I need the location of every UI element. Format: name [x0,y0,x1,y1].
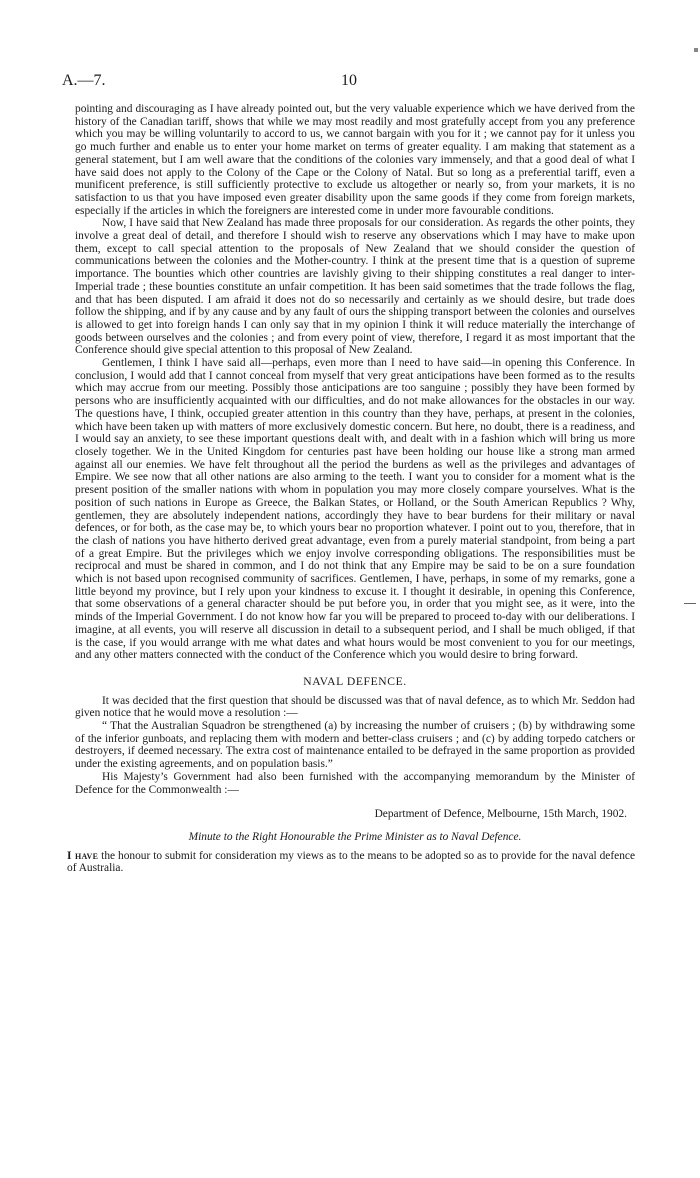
naval-intro: It was decided that the first question that should be discussed was that of naval defence, as to which Mr. Seddon had given notice that he would move a resolution :— [75,694,635,720]
scan-mark [694,48,698,52]
memorandum-intro: His Majesty’s Government had also been furnished with the accompanying memorandum by the Minister of Defence for the Commonwealth :— [75,770,635,796]
document-reference: A.—7. [62,72,106,89]
page-number: 10 [341,72,357,89]
paragraph-new-zealand: Now, I have said that New Zealand has made three proposals for our consideration. As regards the other points, they involve a great deal of detail, and therefore I should wish to reserve any observations which I may have to make upon them, except to call special attention to the proposals of New Zealand that we should consider the question of communications between the colonies and the Mother-country. I think at the present time that is a question of supreme importance. The bounties which other countries are lavishly giving to their shipping constitutes a real danger to inter-Imperial trade ; these bounties constitute an unfair competition. It has been said sometimes that the trade follows the flag, and that has been disputed. I am afraid it does not do so necessarily and certainly as we should desire, but trade does follow the shipping, and if by any cause and by any fault of ours the shipping transport between the colonies and ourselves is allowed to get into foreign hands I can only say that in my opinion I think it will reduce materially the interchange of goods between ourselves and the colonies ; and from every point of view, therefore, I regard it as most important that the Conference should give special attention to this proposal of New Zealand. [75,217,635,357]
closing-lead: I have [67,849,99,862]
minute-title: Minute to the Right Honourable the Prime Minister as to Naval Defence. [188,830,522,843]
page-header [62,72,638,94]
margin-mark [684,603,696,604]
naval-resolution: “ That the Australian Squadron be strengthened (a) by increasing the number of cruisers ; (b) by withdrawing some of the inferior gunboats, and replacing them with modern and better-class cruisers ; and (c) by adding torpedo catchers or destroyers, if deemed necessary. The extra cost of maintenance entailed to be defrayed in the same proportion as provided under the existing agreements, and on population basis.” [75,720,635,771]
paragraph-conclusion: Gentlemen, I think I have said all—perhaps, even more than I need to have said—in opening this Conference. In conclusion, I would add that I cannot conceal from myself that very great anticipations have been formed as to the results which may accrue from our meeting. Possibly those anticipations are too sanguine ; possibly they have been formed by persons who are insufficiently acquainted with our difficulties, and do not make allowances for the obstacles in our way. The questions have, I think, occupied greater attention in this country than they have, perhaps, at present in the colonies, which have been taken up with matters of more exclusively domestic concern. But here, no doubt, there is a readiness, and I would say an anxiety, to see these important questions dealt with, and dealt with in a fashion which will bring us more closely together. We in the United Kingdom for centuries past have been holding our house like a strong man armed against all our enemies. We have felt throughout all the period the burdens as well as the privileges and advantages of Empire. We see now that all other nations are also arming to the teeth. I want you to consider for a moment what is the present position of the smaller nations with whom in population you may more closely compare yourselves. What is the position of such nations in Europe as Greece, the Balkan States, or Holland, or the South American Republics ? Why, gentlemen, they are absolutely independent nations, accordingly they have to bear burdens for their military or naval defences, or for both, as the case may be, to which yours bear no proportion whatever. I point out to you, therefore, that in the clash of nations you have hitherto derived great advantage, even from a purely material standpoint, from being a part of a great Empire. But the privileges which we enjoy involve corresponding obligations. The responsibilities must be reciprocal and must be shared in common, and I do not think that any Empire may be said to be on a sure foundation which is not based upon recognised community of sacrifices. Gentlemen, I have, perhaps, in some of my remarks, gone a little beyond my province, but I rely upon your kindness to excuse it. I thought it desirable, in opening this Conference, that some observations of a general character should be put before you, in order that you might see, as it were, into the minds of the Imperial Government. I do not know how far you will be prepared to proceed to-day with our deliberations. I imagine, at all events, you will reserve all discussion in detail to a subsequent period, and I shall be much obliged, if that is the case, if you would arrange with me what dates and what hours would be most convenient to you for our meetings, and any other matters connected with the conduct of the Conference which you would desire to bring forward. [75,357,635,662]
closing-text: the honour to submit for consideration my views as to the means to be adopted so as to provide for the naval defence of Australia. [67,849,635,875]
paragraph-tariff: pointing and discouraging as I have already pointed out, but the very valuable experience which we have derived from the history of the Canadian tariff, shows that while we may most readily and most gratefully accept from you any preference which you may be willing voluntarily to accord to us, we cannot bargain with you for it ; we cannot pay for it unless you go much further and enable us to enter your home market on terms of greater equality. I am making that statement as a general statement, but I am well aware that the conditions of the colonies vary immensely, and that a good deal of what I have said does not apply to the Colony of the Cape or the Colony of Natal. But so long as a preferential tariff, even a munificent preference, is still sufficiently protective to exclude us altogether or nearly so, from your markets, it is no satisfaction to us that you have imposed even greater disability upon the same goods if they come from foreign markets, especially if the articles in which the foreigners are interested come in under more favourable conditions. [75,103,635,217]
section-heading: NAVAL DEFENCE. [303,674,407,688]
page-body [67,103,635,875]
closing-paragraph [67,850,635,875]
memo-dateline: Department of Defence, Melbourne, 15th March, 1902. [374,808,627,821]
